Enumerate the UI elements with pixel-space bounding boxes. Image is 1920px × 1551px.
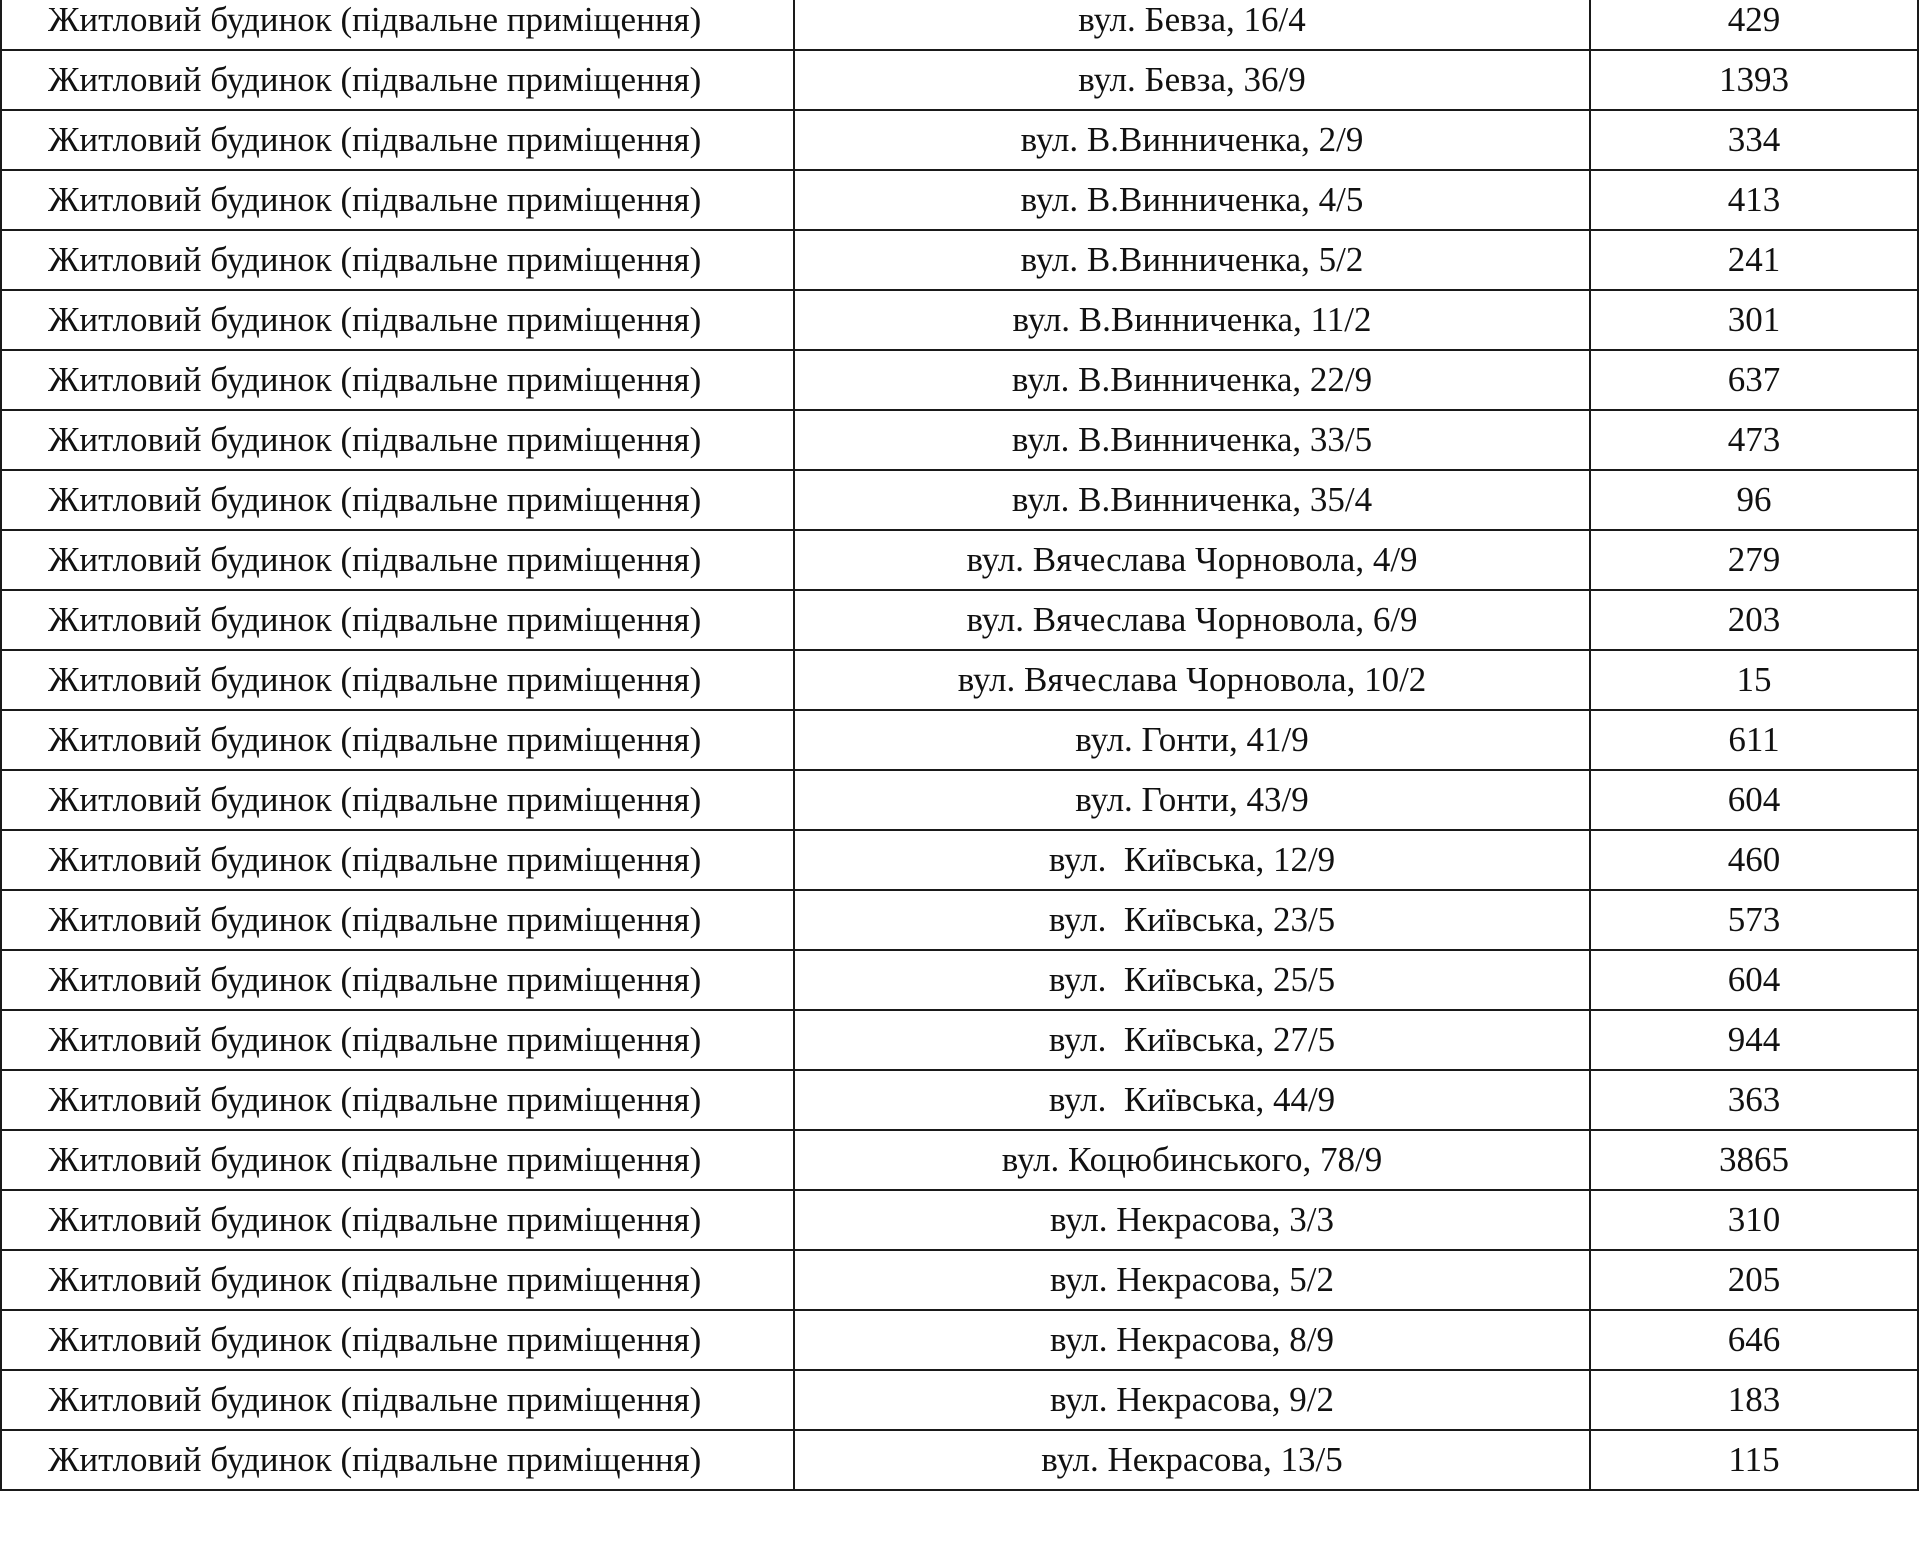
building-type-cell: Житловий будинок (підвальне приміщення) <box>1 50 794 110</box>
area-cell: 473 <box>1590 410 1918 470</box>
address-cell: вул. Вячеслава Чорновола, 10/2 <box>794 650 1590 710</box>
address-cell: вул. Київська, 27/5 <box>794 1010 1590 1070</box>
building-type-cell: Житловий будинок (підвальне приміщення) <box>1 1370 794 1430</box>
area-cell: 1393 <box>1590 50 1918 110</box>
area-cell: 301 <box>1590 290 1918 350</box>
area-cell: 363 <box>1590 1070 1918 1130</box>
table-row <box>1 590 1918 650</box>
building-type-cell: Житловий будинок (підвальне приміщення) <box>1 1010 794 1070</box>
building-type-cell: Житловий будинок (підвальне приміщення) <box>1 1310 794 1370</box>
building-type-cell: Житловий будинок (підвальне приміщення) <box>1 1250 794 1310</box>
address-cell: вул. Вячеслава Чорновола, 6/9 <box>794 590 1590 650</box>
building-type-cell: Житловий будинок (підвальне приміщення) <box>1 410 794 470</box>
table-row <box>1 290 1918 350</box>
area-cell: 413 <box>1590 170 1918 230</box>
address-cell: вул. Некрасова, 9/2 <box>794 1370 1590 1430</box>
area-cell: 460 <box>1590 830 1918 890</box>
table-row <box>1 110 1918 170</box>
area-cell: 203 <box>1590 590 1918 650</box>
address-cell: вул. В.Винниченка, 33/5 <box>794 410 1590 470</box>
building-type-cell: Житловий будинок (підвальне приміщення) <box>1 470 794 530</box>
address-cell: вул. Некрасова, 5/2 <box>794 1250 1590 1310</box>
address-cell: вул. Некрасова, 8/9 <box>794 1310 1590 1370</box>
area-cell: 604 <box>1590 950 1918 1010</box>
table-row <box>1 0 1918 50</box>
area-cell: 944 <box>1590 1010 1918 1070</box>
building-type-cell: Житловий будинок (підвальне приміщення) <box>1 770 794 830</box>
address-cell: вул. Некрасова, 13/5 <box>794 1430 1590 1490</box>
building-type-cell: Житловий будинок (підвальне приміщення) <box>1 590 794 650</box>
address-cell: вул. Коцюбинського, 78/9 <box>794 1130 1590 1190</box>
address-cell: вул. В.Винниченка, 22/9 <box>794 350 1590 410</box>
area-cell: 310 <box>1590 1190 1918 1250</box>
address-cell: вул. В.Винниченка, 4/5 <box>794 170 1590 230</box>
table-row <box>1 1430 1918 1490</box>
building-type-cell: Житловий будинок (підвальне приміщення) <box>1 110 794 170</box>
table-row <box>1 1370 1918 1430</box>
table-row <box>1 1130 1918 1190</box>
address-cell: вул. Гонти, 43/9 <box>794 770 1590 830</box>
building-type-cell: Житловий будинок (підвальне приміщення) <box>1 830 794 890</box>
address-cell: вул. Вячеслава Чорновола, 4/9 <box>794 530 1590 590</box>
building-type-cell: Житловий будинок (підвальне приміщення) <box>1 1190 794 1250</box>
table-body <box>1 0 1918 1490</box>
table-row <box>1 50 1918 110</box>
address-cell: вул. Київська, 25/5 <box>794 950 1590 1010</box>
table-row <box>1 650 1918 710</box>
address-cell: вул. Гонти, 41/9 <box>794 710 1590 770</box>
table-row <box>1 350 1918 410</box>
table-row <box>1 770 1918 830</box>
area-cell: 573 <box>1590 890 1918 950</box>
area-cell: 646 <box>1590 1310 1918 1370</box>
area-cell: 15 <box>1590 650 1918 710</box>
address-cell: вул. Бевза, 36/9 <box>794 50 1590 110</box>
building-type-cell: Житловий будинок (підвальне приміщення) <box>1 350 794 410</box>
table-row <box>1 1310 1918 1370</box>
building-type-cell: Житловий будинок (підвальне приміщення) <box>1 1070 794 1130</box>
area-cell: 241 <box>1590 230 1918 290</box>
table-row <box>1 830 1918 890</box>
area-cell: 3865 <box>1590 1130 1918 1190</box>
building-type-cell: Житловий будинок (підвальне приміщення) <box>1 0 794 50</box>
area-cell: 279 <box>1590 530 1918 590</box>
address-cell: вул. Київська, 12/9 <box>794 830 1590 890</box>
address-cell: вул. Київська, 23/5 <box>794 890 1590 950</box>
area-cell: 637 <box>1590 350 1918 410</box>
building-type-cell: Житловий будинок (підвальне приміщення) <box>1 650 794 710</box>
area-cell: 429 <box>1590 0 1918 50</box>
table-row <box>1 890 1918 950</box>
address-cell: вул. В.Винниченка, 35/4 <box>794 470 1590 530</box>
address-cell: вул. В.Винниченка, 5/2 <box>794 230 1590 290</box>
table-row <box>1 950 1918 1010</box>
area-cell: 604 <box>1590 770 1918 830</box>
table-row <box>1 230 1918 290</box>
table-row <box>1 1250 1918 1310</box>
address-cell: вул. Київська, 44/9 <box>794 1070 1590 1130</box>
area-cell: 96 <box>1590 470 1918 530</box>
table-row <box>1 1010 1918 1070</box>
address-cell: вул. В.Винниченка, 2/9 <box>794 110 1590 170</box>
building-type-cell: Житловий будинок (підвальне приміщення) <box>1 1430 794 1490</box>
building-type-cell: Житловий будинок (підвальне приміщення) <box>1 950 794 1010</box>
building-type-cell: Житловий будинок (підвальне приміщення) <box>1 170 794 230</box>
table-row <box>1 1190 1918 1250</box>
address-cell: вул. В.Винниченка, 11/2 <box>794 290 1590 350</box>
area-cell: 205 <box>1590 1250 1918 1310</box>
building-type-cell: Житловий будинок (підвальне приміщення) <box>1 1130 794 1190</box>
table-row <box>1 530 1918 590</box>
table-row <box>1 170 1918 230</box>
address-cell: вул. Некрасова, 3/3 <box>794 1190 1590 1250</box>
table-row <box>1 710 1918 770</box>
building-type-cell: Житловий будинок (підвальне приміщення) <box>1 710 794 770</box>
area-cell: 334 <box>1590 110 1918 170</box>
table-row <box>1 410 1918 470</box>
area-cell: 611 <box>1590 710 1918 770</box>
building-type-cell: Житловий будинок (підвальне приміщення) <box>1 230 794 290</box>
table-row <box>1 1070 1918 1130</box>
area-cell: 183 <box>1590 1370 1918 1430</box>
building-type-cell: Житловий будинок (підвальне приміщення) <box>1 530 794 590</box>
table-row <box>1 470 1918 530</box>
building-type-cell: Житловий будинок (підвальне приміщення) <box>1 290 794 350</box>
address-cell: вул. Бевза, 16/4 <box>794 0 1590 50</box>
building-type-cell: Житловий будинок (підвальне приміщення) <box>1 890 794 950</box>
area-cell: 115 <box>1590 1430 1918 1490</box>
